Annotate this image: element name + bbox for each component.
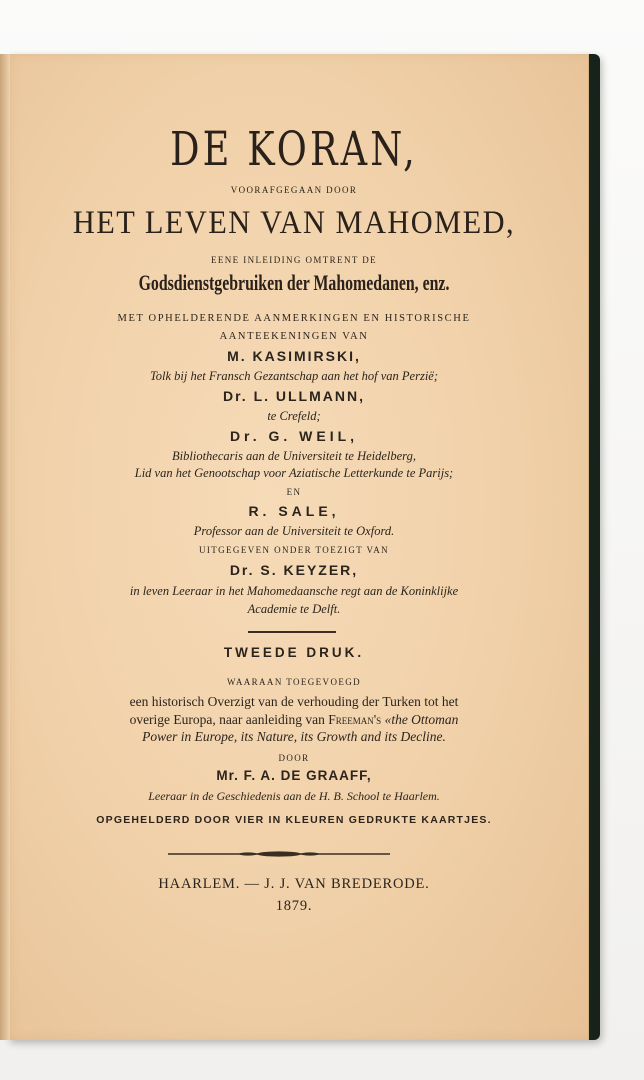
book-title: DE KORAN, bbox=[170, 122, 418, 177]
book-subtitle: HET LEVEN VAN MAHOMED, bbox=[72, 205, 516, 241]
author-weil-desc-1: Bibliothecaris aan de Universiteit te Heidelberg, bbox=[172, 449, 416, 463]
divider-rule bbox=[248, 631, 336, 633]
author-weil: Dr. G. WEIL, bbox=[229, 428, 359, 444]
ornamental-rule bbox=[168, 850, 390, 858]
addition-line-1: een historisch Overzigt van de verhouding der Turken tot het bbox=[129, 694, 459, 709]
added-line: WAARAAN TOEGEVOEGD bbox=[226, 677, 362, 687]
author-sale: R. SALE, bbox=[248, 503, 340, 519]
annotations-line-1: MET OPHELDERENDE AANMERKINGEN EN HISTORISCHE bbox=[117, 313, 471, 324]
editor-desc-2: Academie te Delft. bbox=[247, 602, 341, 616]
editor-keyzer: Dr. S. KEYZER, bbox=[229, 562, 359, 578]
published-under-line: UITGEGEVEN ONDER TOEZIGT VAN bbox=[198, 545, 390, 555]
author-ullmann: Dr. L. ULLMANN, bbox=[223, 388, 365, 404]
intro-line: EENE INLEIDING OMTRENT DE bbox=[210, 255, 378, 265]
author-sale-desc: Professor aan de Universiteit te Oxford. bbox=[193, 524, 395, 538]
annotations-line-2: AANTEEKENINGEN VAN bbox=[219, 331, 369, 342]
author-kasimirski-desc: Tolk bij het Fransch Gezantschap aan het hof van Perzië; bbox=[149, 369, 439, 383]
author-weil-desc-2: Lid van het Genootschap voor Aziatische Letterkunde te Parijs; bbox=[134, 466, 454, 480]
publication-year: 1879. bbox=[275, 898, 313, 914]
gods-line: Godsdienstgebruiken der Mahomedanen, enz. bbox=[138, 270, 450, 295]
by-line: DOOR bbox=[278, 753, 310, 763]
addition-line-2 bbox=[0, 713, 588, 727]
edition-line: TWEEDE DRUK. bbox=[223, 645, 365, 660]
author-kasimirski: M. KASIMIRSKI, bbox=[227, 348, 361, 364]
addition-line-2-italic: «the Ottoman bbox=[381, 712, 459, 727]
maps-note: OPGEHELDERD DOOR VIER IN KLEUREN GEDRUKTE KAARTJES. bbox=[96, 814, 492, 826]
publisher-imprint: HAARLEM. — J. J. VAN BREDERODE. bbox=[158, 876, 430, 892]
addition-line-2-plain: overige Europa, naar aanleiding van bbox=[129, 712, 329, 727]
author-ullmann-desc: te Crefeld; bbox=[267, 409, 321, 423]
contributor-desc: Leeraar in de Geschiedenis aan de H. B. School te Haarlem. bbox=[148, 789, 440, 803]
addition-line-3: Power in Europe, its Nature, its Growth and its Decline. bbox=[142, 729, 446, 744]
editor-desc-1: in leven Leeraar in het Mahomedaansche regt aan de Koninklijke bbox=[129, 584, 459, 598]
and-word: EN bbox=[286, 487, 302, 497]
addition-line-2-caps: Freeman's bbox=[328, 712, 382, 727]
contributor-de-graaff: Mr. F. A. DE GRAAFF, bbox=[216, 768, 372, 783]
preceded-by-line: VOORAFGEGAAN DOOR bbox=[230, 185, 358, 195]
